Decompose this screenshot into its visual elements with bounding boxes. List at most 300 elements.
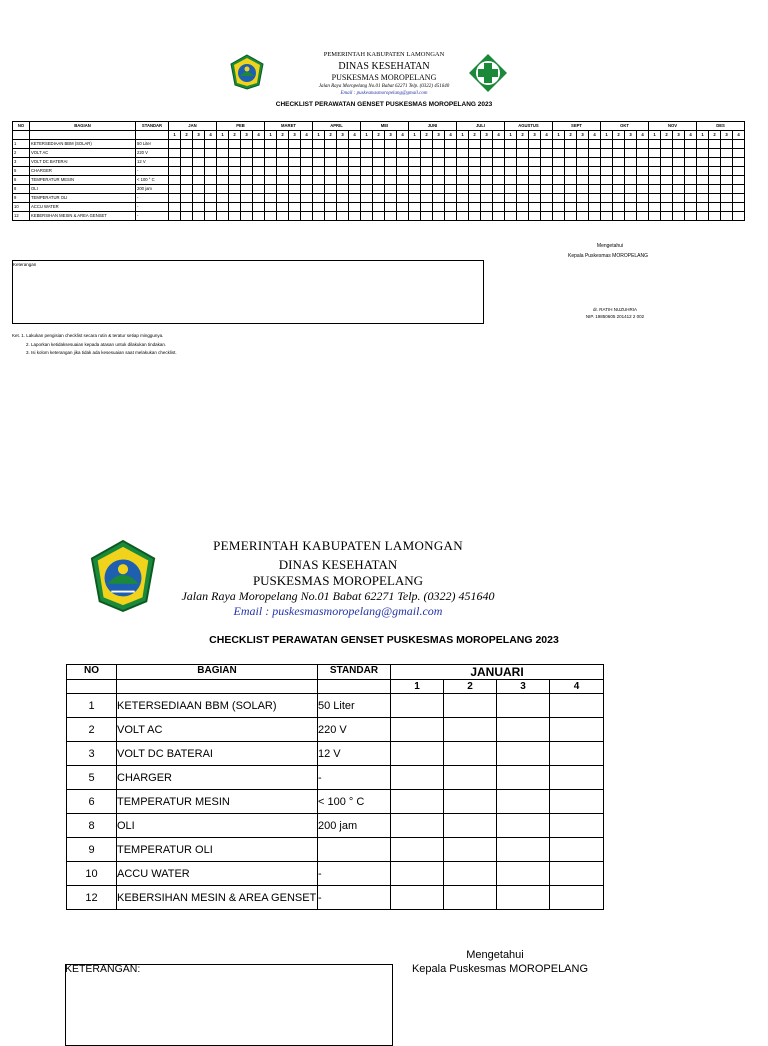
check-cell[interactable] (493, 176, 505, 185)
check-cell[interactable] (505, 194, 517, 203)
check-cell[interactable] (181, 203, 193, 212)
check-cell[interactable] (550, 814, 604, 838)
check-cell[interactable] (444, 742, 497, 766)
check-cell[interactable] (181, 212, 193, 221)
check-cell[interactable] (421, 185, 433, 194)
check-cell[interactable] (721, 194, 733, 203)
check-cell[interactable] (613, 176, 625, 185)
check-cell[interactable] (517, 140, 529, 149)
check-cell[interactable] (229, 176, 241, 185)
check-cell[interactable] (169, 140, 181, 149)
check-cell[interactable] (721, 167, 733, 176)
check-cell[interactable] (481, 176, 493, 185)
check-cell[interactable] (445, 194, 457, 203)
check-cell[interactable] (301, 176, 313, 185)
check-cell[interactable] (444, 718, 497, 742)
check-cell[interactable] (637, 167, 649, 176)
check-cell[interactable] (541, 140, 553, 149)
check-cell[interactable] (625, 167, 637, 176)
check-cell[interactable] (361, 140, 373, 149)
check-cell[interactable] (433, 194, 445, 203)
check-cell[interactable] (697, 149, 709, 158)
check-cell[interactable] (685, 149, 697, 158)
check-cell[interactable] (361, 158, 373, 167)
check-cell[interactable] (433, 185, 445, 194)
check-cell[interactable] (253, 194, 265, 203)
check-cell[interactable] (625, 203, 637, 212)
check-cell[interactable] (733, 203, 745, 212)
check-cell[interactable] (685, 185, 697, 194)
check-cell[interactable] (517, 212, 529, 221)
check-cell[interactable] (337, 185, 349, 194)
check-cell[interactable] (550, 718, 604, 742)
check-cell[interactable] (265, 212, 277, 221)
check-cell[interactable] (445, 212, 457, 221)
check-cell[interactable] (601, 158, 613, 167)
check-cell[interactable] (217, 149, 229, 158)
check-cell[interactable] (553, 194, 565, 203)
check-cell[interactable] (373, 185, 385, 194)
check-cell[interactable] (685, 212, 697, 221)
check-cell[interactable] (433, 158, 445, 167)
check-cell[interactable] (649, 194, 661, 203)
check-cell[interactable] (241, 167, 253, 176)
check-cell[interactable] (661, 158, 673, 167)
check-cell[interactable] (550, 886, 604, 910)
check-cell[interactable] (313, 167, 325, 176)
check-cell[interactable] (577, 176, 589, 185)
check-cell[interactable] (709, 140, 721, 149)
check-cell[interactable] (733, 158, 745, 167)
check-cell[interactable] (493, 212, 505, 221)
check-cell[interactable] (193, 167, 205, 176)
check-cell[interactable] (325, 212, 337, 221)
check-cell[interactable] (541, 149, 553, 158)
check-cell[interactable] (217, 185, 229, 194)
check-cell[interactable] (193, 140, 205, 149)
check-cell[interactable] (685, 140, 697, 149)
check-cell[interactable] (337, 194, 349, 203)
check-cell[interactable] (337, 149, 349, 158)
check-cell[interactable] (613, 158, 625, 167)
check-cell[interactable] (697, 176, 709, 185)
check-cell[interactable] (673, 194, 685, 203)
check-cell[interactable] (709, 203, 721, 212)
check-cell[interactable] (625, 140, 637, 149)
check-cell[interactable] (253, 212, 265, 221)
check-cell[interactable] (349, 203, 361, 212)
check-cell[interactable] (229, 212, 241, 221)
check-cell[interactable] (601, 185, 613, 194)
check-cell[interactable] (553, 185, 565, 194)
check-cell[interactable] (589, 194, 601, 203)
check-cell[interactable] (193, 185, 205, 194)
check-cell[interactable] (391, 766, 444, 790)
check-cell[interactable] (733, 194, 745, 203)
check-cell[interactable] (409, 149, 421, 158)
check-cell[interactable] (613, 167, 625, 176)
check-cell[interactable] (709, 149, 721, 158)
check-cell[interactable] (421, 167, 433, 176)
check-cell[interactable] (397, 203, 409, 212)
check-cell[interactable] (481, 149, 493, 158)
keterangan-box[interactable] (12, 260, 484, 324)
check-cell[interactable] (497, 718, 550, 742)
check-cell[interactable] (649, 203, 661, 212)
check-cell[interactable] (457, 194, 469, 203)
check-cell[interactable] (265, 140, 277, 149)
check-cell[interactable] (193, 158, 205, 167)
check-cell[interactable] (541, 158, 553, 167)
check-cell[interactable] (541, 185, 553, 194)
check-cell[interactable] (529, 194, 541, 203)
check-cell[interactable] (661, 185, 673, 194)
check-cell[interactable] (553, 149, 565, 158)
check-cell[interactable] (457, 203, 469, 212)
check-cell[interactable] (229, 149, 241, 158)
check-cell[interactable] (373, 176, 385, 185)
check-cell[interactable] (444, 766, 497, 790)
check-cell[interactable] (217, 167, 229, 176)
check-cell[interactable] (625, 158, 637, 167)
check-cell[interactable] (253, 140, 265, 149)
check-cell[interactable] (493, 140, 505, 149)
check-cell[interactable] (229, 140, 241, 149)
check-cell[interactable] (517, 167, 529, 176)
check-cell[interactable] (193, 203, 205, 212)
check-cell[interactable] (217, 140, 229, 149)
check-cell[interactable] (481, 185, 493, 194)
check-cell[interactable] (517, 158, 529, 167)
check-cell[interactable] (517, 176, 529, 185)
check-cell[interactable] (613, 149, 625, 158)
check-cell[interactable] (241, 140, 253, 149)
check-cell[interactable] (721, 158, 733, 167)
check-cell[interactable] (409, 167, 421, 176)
check-cell[interactable] (289, 176, 301, 185)
check-cell[interactable] (481, 167, 493, 176)
check-cell[interactable] (613, 203, 625, 212)
check-cell[interactable] (601, 167, 613, 176)
check-cell[interactable] (589, 212, 601, 221)
check-cell[interactable] (349, 158, 361, 167)
check-cell[interactable] (637, 140, 649, 149)
check-cell[interactable] (625, 212, 637, 221)
check-cell[interactable] (169, 203, 181, 212)
check-cell[interactable] (301, 194, 313, 203)
check-cell[interactable] (181, 185, 193, 194)
check-cell[interactable] (505, 203, 517, 212)
check-cell[interactable] (541, 212, 553, 221)
check-cell[interactable] (697, 212, 709, 221)
check-cell[interactable] (265, 176, 277, 185)
check-cell[interactable] (625, 149, 637, 158)
check-cell[interactable] (421, 158, 433, 167)
check-cell[interactable] (565, 140, 577, 149)
check-cell[interactable] (497, 886, 550, 910)
check-cell[interactable] (649, 185, 661, 194)
check-cell[interactable] (391, 886, 444, 910)
check-cell[interactable] (205, 158, 217, 167)
check-cell[interactable] (517, 185, 529, 194)
check-cell[interactable] (673, 140, 685, 149)
check-cell[interactable] (553, 158, 565, 167)
check-cell[interactable] (613, 194, 625, 203)
check-cell[interactable] (325, 176, 337, 185)
check-cell[interactable] (313, 140, 325, 149)
check-cell[interactable] (529, 149, 541, 158)
check-cell[interactable] (589, 140, 601, 149)
check-cell[interactable] (469, 194, 481, 203)
check-cell[interactable] (697, 203, 709, 212)
check-cell[interactable] (289, 194, 301, 203)
check-cell[interactable] (217, 203, 229, 212)
check-cell[interactable] (445, 203, 457, 212)
check-cell[interactable] (649, 158, 661, 167)
check-cell[interactable] (301, 140, 313, 149)
check-cell[interactable] (469, 212, 481, 221)
check-cell[interactable] (217, 176, 229, 185)
check-cell[interactable] (361, 185, 373, 194)
check-cell[interactable] (337, 176, 349, 185)
check-cell[interactable] (349, 185, 361, 194)
check-cell[interactable] (685, 158, 697, 167)
check-cell[interactable] (721, 149, 733, 158)
check-cell[interactable] (565, 194, 577, 203)
check-cell[interactable] (421, 194, 433, 203)
check-cell[interactable] (193, 194, 205, 203)
check-cell[interactable] (229, 203, 241, 212)
check-cell[interactable] (613, 140, 625, 149)
check-cell[interactable] (649, 149, 661, 158)
check-cell[interactable] (277, 212, 289, 221)
check-cell[interactable] (391, 718, 444, 742)
check-cell[interactable] (457, 176, 469, 185)
check-cell[interactable] (709, 194, 721, 203)
check-cell[interactable] (373, 212, 385, 221)
check-cell[interactable] (565, 149, 577, 158)
check-cell[interactable] (373, 194, 385, 203)
check-cell[interactable] (550, 790, 604, 814)
check-cell[interactable] (205, 140, 217, 149)
check-cell[interactable] (301, 212, 313, 221)
check-cell[interactable] (673, 185, 685, 194)
check-cell[interactable] (469, 140, 481, 149)
check-cell[interactable] (301, 185, 313, 194)
check-cell[interactable] (409, 176, 421, 185)
check-cell[interactable] (193, 149, 205, 158)
check-cell[interactable] (497, 694, 550, 718)
check-cell[interactable] (733, 149, 745, 158)
check-cell[interactable] (313, 203, 325, 212)
check-cell[interactable] (493, 158, 505, 167)
check-cell[interactable] (733, 176, 745, 185)
check-cell[interactable] (421, 149, 433, 158)
check-cell[interactable] (205, 149, 217, 158)
check-cell[interactable] (661, 194, 673, 203)
check-cell[interactable] (277, 167, 289, 176)
check-cell[interactable] (637, 203, 649, 212)
check-cell[interactable] (444, 838, 497, 862)
check-cell[interactable] (289, 140, 301, 149)
check-cell[interactable] (661, 203, 673, 212)
check-cell[interactable] (673, 212, 685, 221)
check-cell[interactable] (409, 158, 421, 167)
check-cell[interactable] (493, 185, 505, 194)
check-cell[interactable] (541, 194, 553, 203)
check-cell[interactable] (481, 203, 493, 212)
check-cell[interactable] (385, 203, 397, 212)
check-cell[interactable] (385, 176, 397, 185)
check-cell[interactable] (277, 158, 289, 167)
check-cell[interactable] (457, 185, 469, 194)
check-cell[interactable] (313, 212, 325, 221)
check-cell[interactable] (385, 185, 397, 194)
check-cell[interactable] (409, 194, 421, 203)
check-cell[interactable] (349, 194, 361, 203)
check-cell[interactable] (550, 694, 604, 718)
check-cell[interactable] (397, 158, 409, 167)
check-cell[interactable] (457, 140, 469, 149)
check-cell[interactable] (577, 212, 589, 221)
check-cell[interactable] (181, 167, 193, 176)
check-cell[interactable] (289, 185, 301, 194)
check-cell[interactable] (337, 212, 349, 221)
check-cell[interactable] (313, 185, 325, 194)
check-cell[interactable] (205, 194, 217, 203)
check-cell[interactable] (205, 185, 217, 194)
check-cell[interactable] (613, 212, 625, 221)
check-cell[interactable] (733, 140, 745, 149)
check-cell[interactable] (325, 140, 337, 149)
check-cell[interactable] (397, 185, 409, 194)
check-cell[interactable] (637, 158, 649, 167)
check-cell[interactable] (709, 185, 721, 194)
check-cell[interactable] (565, 176, 577, 185)
check-cell[interactable] (241, 176, 253, 185)
check-cell[interactable] (433, 176, 445, 185)
check-cell[interactable] (313, 176, 325, 185)
check-cell[interactable] (553, 140, 565, 149)
check-cell[interactable] (493, 203, 505, 212)
check-cell[interactable] (277, 176, 289, 185)
check-cell[interactable] (169, 194, 181, 203)
check-cell[interactable] (565, 212, 577, 221)
check-cell[interactable] (577, 149, 589, 158)
check-cell[interactable] (181, 140, 193, 149)
check-cell[interactable] (444, 694, 497, 718)
check-cell[interactable] (241, 194, 253, 203)
check-cell[interactable] (391, 838, 444, 862)
check-cell[interactable] (685, 167, 697, 176)
check-cell[interactable] (325, 149, 337, 158)
check-cell[interactable] (301, 167, 313, 176)
check-cell[interactable] (469, 176, 481, 185)
check-cell[interactable] (421, 203, 433, 212)
check-cell[interactable] (229, 185, 241, 194)
check-cell[interactable] (553, 203, 565, 212)
check-cell[interactable] (397, 212, 409, 221)
check-cell[interactable] (589, 203, 601, 212)
check-cell[interactable] (709, 212, 721, 221)
check-cell[interactable] (649, 212, 661, 221)
check-cell[interactable] (241, 158, 253, 167)
check-cell[interactable] (625, 194, 637, 203)
check-cell[interactable] (697, 140, 709, 149)
check-cell[interactable] (337, 167, 349, 176)
check-cell[interactable] (469, 167, 481, 176)
check-cell[interactable] (181, 194, 193, 203)
check-cell[interactable] (517, 149, 529, 158)
check-cell[interactable] (649, 140, 661, 149)
check-cell[interactable] (457, 167, 469, 176)
check-cell[interactable] (481, 158, 493, 167)
check-cell[interactable] (601, 203, 613, 212)
check-cell[interactable] (361, 167, 373, 176)
check-cell[interactable] (169, 212, 181, 221)
check-cell[interactable] (613, 185, 625, 194)
check-cell[interactable] (349, 212, 361, 221)
check-cell[interactable] (637, 176, 649, 185)
check-cell[interactable] (529, 158, 541, 167)
check-cell[interactable] (444, 886, 497, 910)
check-cell[interactable] (577, 167, 589, 176)
check-cell[interactable] (469, 185, 481, 194)
check-cell[interactable] (481, 194, 493, 203)
check-cell[interactable] (397, 140, 409, 149)
check-cell[interactable] (253, 158, 265, 167)
check-cell[interactable] (529, 212, 541, 221)
check-cell[interactable] (397, 176, 409, 185)
check-cell[interactable] (361, 203, 373, 212)
check-cell[interactable] (541, 167, 553, 176)
check-cell[interactable] (505, 176, 517, 185)
check-cell[interactable] (685, 203, 697, 212)
check-cell[interactable] (265, 158, 277, 167)
check-cell[interactable] (529, 185, 541, 194)
check-cell[interactable] (577, 158, 589, 167)
check-cell[interactable] (391, 790, 444, 814)
check-cell[interactable] (601, 212, 613, 221)
check-cell[interactable] (481, 212, 493, 221)
check-cell[interactable] (253, 176, 265, 185)
check-cell[interactable] (649, 167, 661, 176)
check-cell[interactable] (373, 140, 385, 149)
check-cell[interactable] (409, 212, 421, 221)
check-cell[interactable] (637, 194, 649, 203)
check-cell[interactable] (649, 176, 661, 185)
check-cell[interactable] (241, 185, 253, 194)
check-cell[interactable] (497, 766, 550, 790)
check-cell[interactable] (445, 149, 457, 158)
check-cell[interactable] (625, 185, 637, 194)
check-cell[interactable] (169, 185, 181, 194)
check-cell[interactable] (445, 185, 457, 194)
check-cell[interactable] (217, 158, 229, 167)
check-cell[interactable] (289, 149, 301, 158)
check-cell[interactable] (685, 194, 697, 203)
check-cell[interactable] (277, 185, 289, 194)
check-cell[interactable] (385, 149, 397, 158)
check-cell[interactable] (577, 194, 589, 203)
check-cell[interactable] (361, 176, 373, 185)
check-cell[interactable] (661, 176, 673, 185)
check-cell[interactable] (553, 167, 565, 176)
check-cell[interactable] (325, 185, 337, 194)
check-cell[interactable] (589, 158, 601, 167)
check-cell[interactable] (550, 742, 604, 766)
check-cell[interactable] (289, 167, 301, 176)
